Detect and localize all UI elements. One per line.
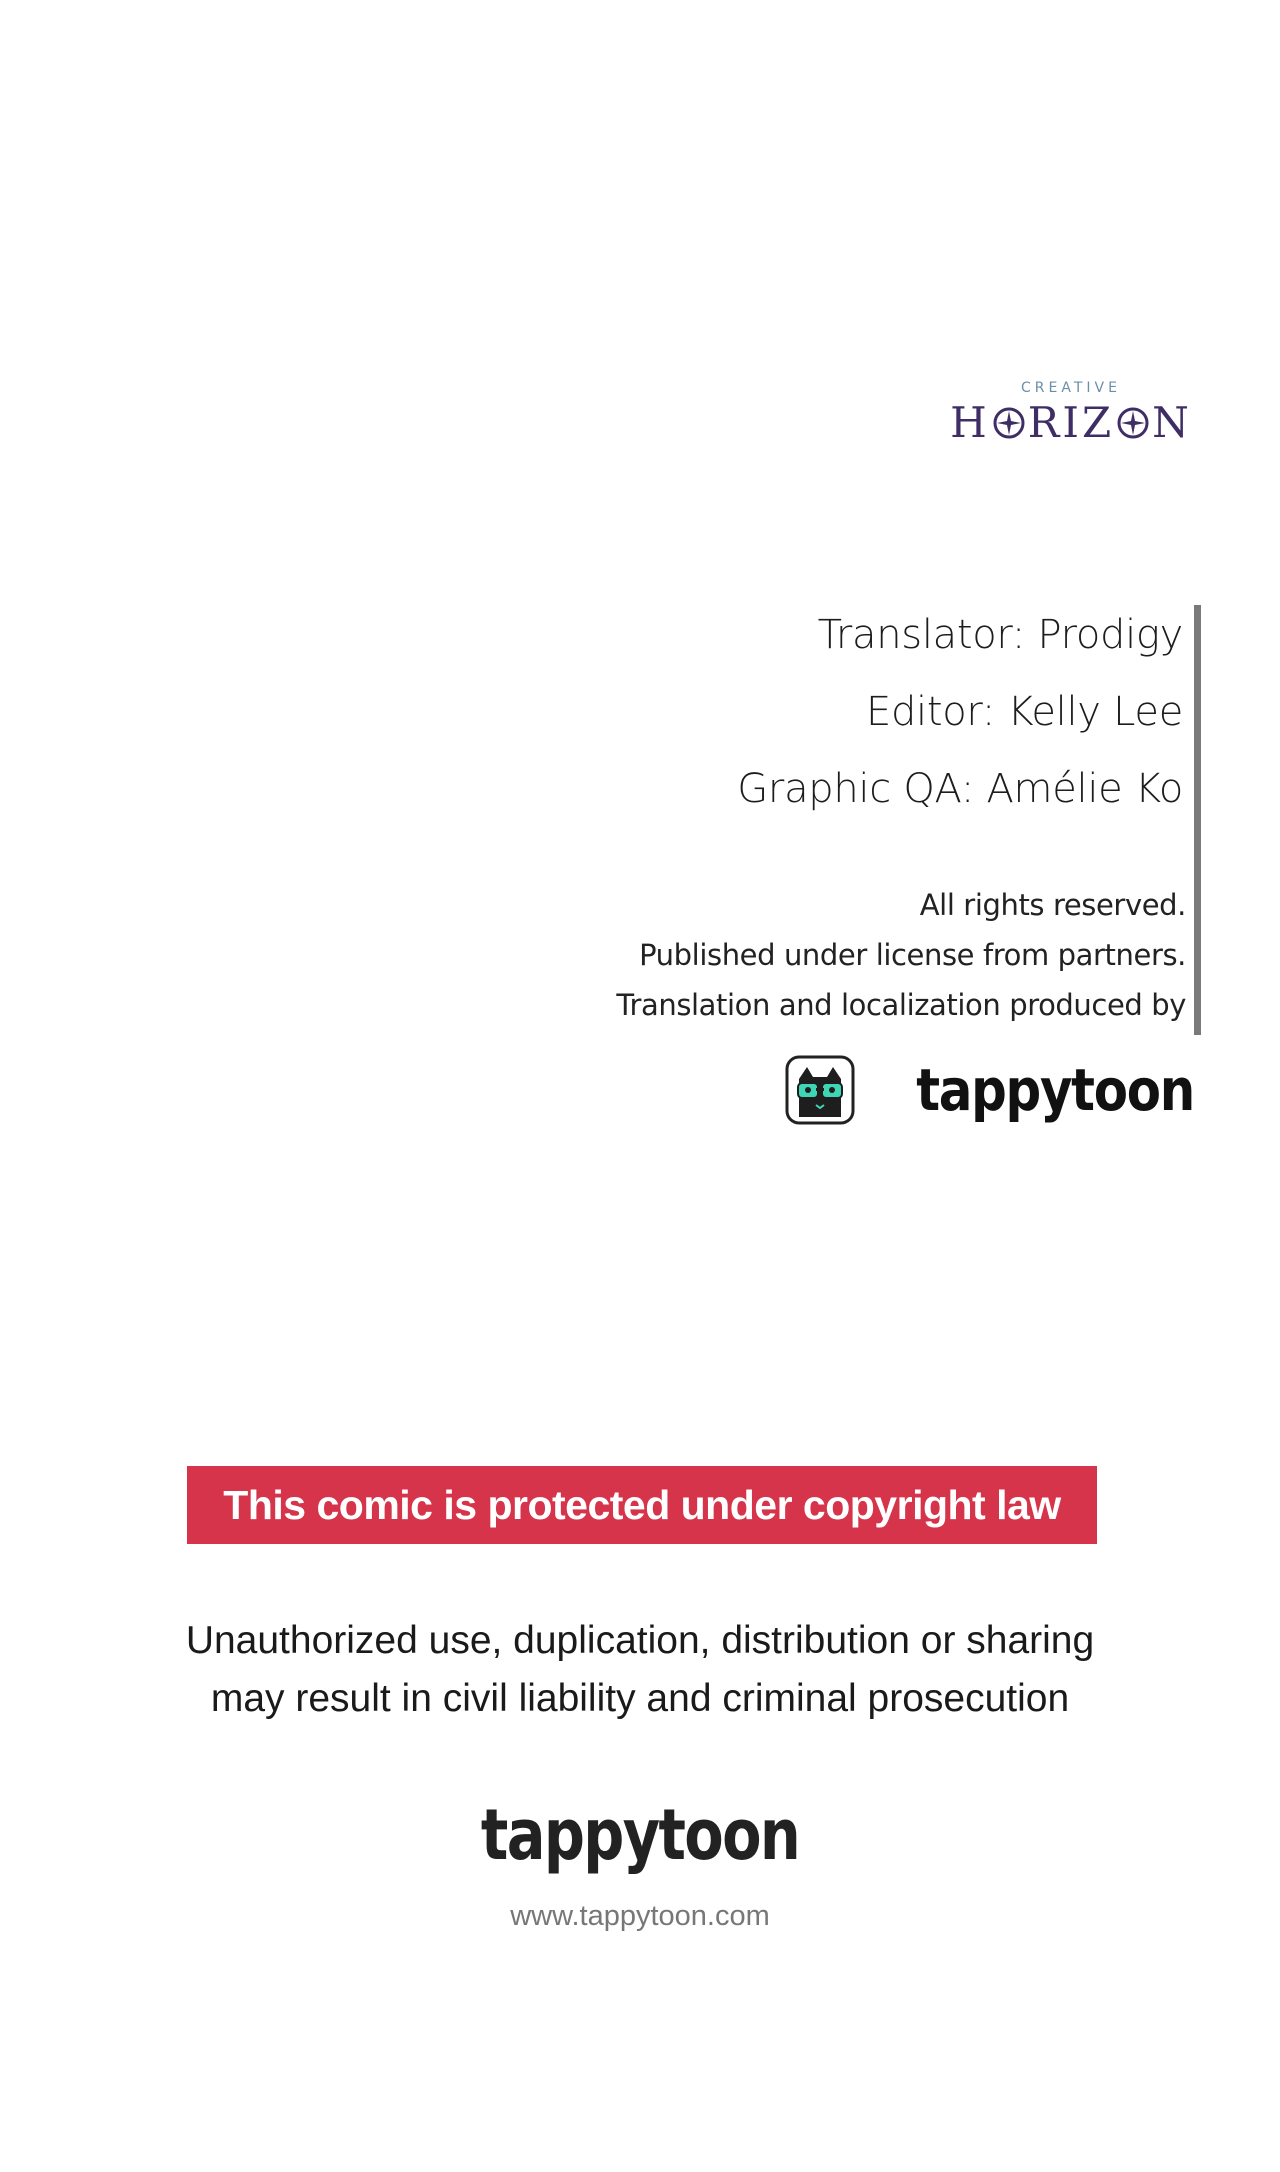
- footer-url[interactable]: www.tappytoon.com: [510, 1900, 770, 1932]
- copyright-banner-text: This comic is protected under copyright law: [223, 1481, 1061, 1528]
- localization-line: Translation and localization produced by: [616, 988, 1186, 1022]
- credit-editor: Editor: Kelly Lee: [865, 689, 1183, 735]
- tappytoon-logo: [785, 1055, 1194, 1125]
- creative-horizon-letters-riz: RIZ: [1027, 398, 1115, 447]
- warning-line-2: may result in civil liability and criminal prosecution: [210, 1677, 1070, 1720]
- creative-horizon-letter-n: N: [1152, 398, 1192, 447]
- creative-horizon-logo: [946, 380, 1196, 447]
- creative-horizon-main-word: [946, 398, 1196, 447]
- rights-reserved-line: All rights reserved.: [919, 888, 1186, 922]
- cat-with-glasses-icon: [785, 1055, 855, 1125]
- copyright-banner: [187, 1466, 1097, 1544]
- footer-wordmark-text: tappytoon: [480, 1794, 800, 1876]
- creative-horizon-top-word: CREATIVE: [1021, 380, 1121, 396]
- credit-graphic-qa: Graphic QA: Amélie Ko: [737, 766, 1183, 812]
- creative-horizon-letter-h: H: [950, 398, 990, 447]
- credits-divider-bar: [1194, 605, 1201, 1035]
- tappytoon-wordmark: tappytoon: [916, 1056, 1194, 1124]
- warning-line-1: Unauthorized use, duplication, distribution or sharing: [185, 1619, 1095, 1662]
- copyright-warning: [0, 1612, 1280, 1728]
- compass-star-icon: [992, 406, 1026, 440]
- footer-tappytoon-wordmark: [0, 1794, 1280, 1876]
- compass-star-icon: [1116, 406, 1150, 440]
- credits-list: [737, 605, 1183, 836]
- rights-notice: [616, 880, 1186, 1030]
- license-line: Published under license from partners.: [639, 938, 1186, 972]
- credit-translator: Translator: Prodigy: [817, 612, 1183, 658]
